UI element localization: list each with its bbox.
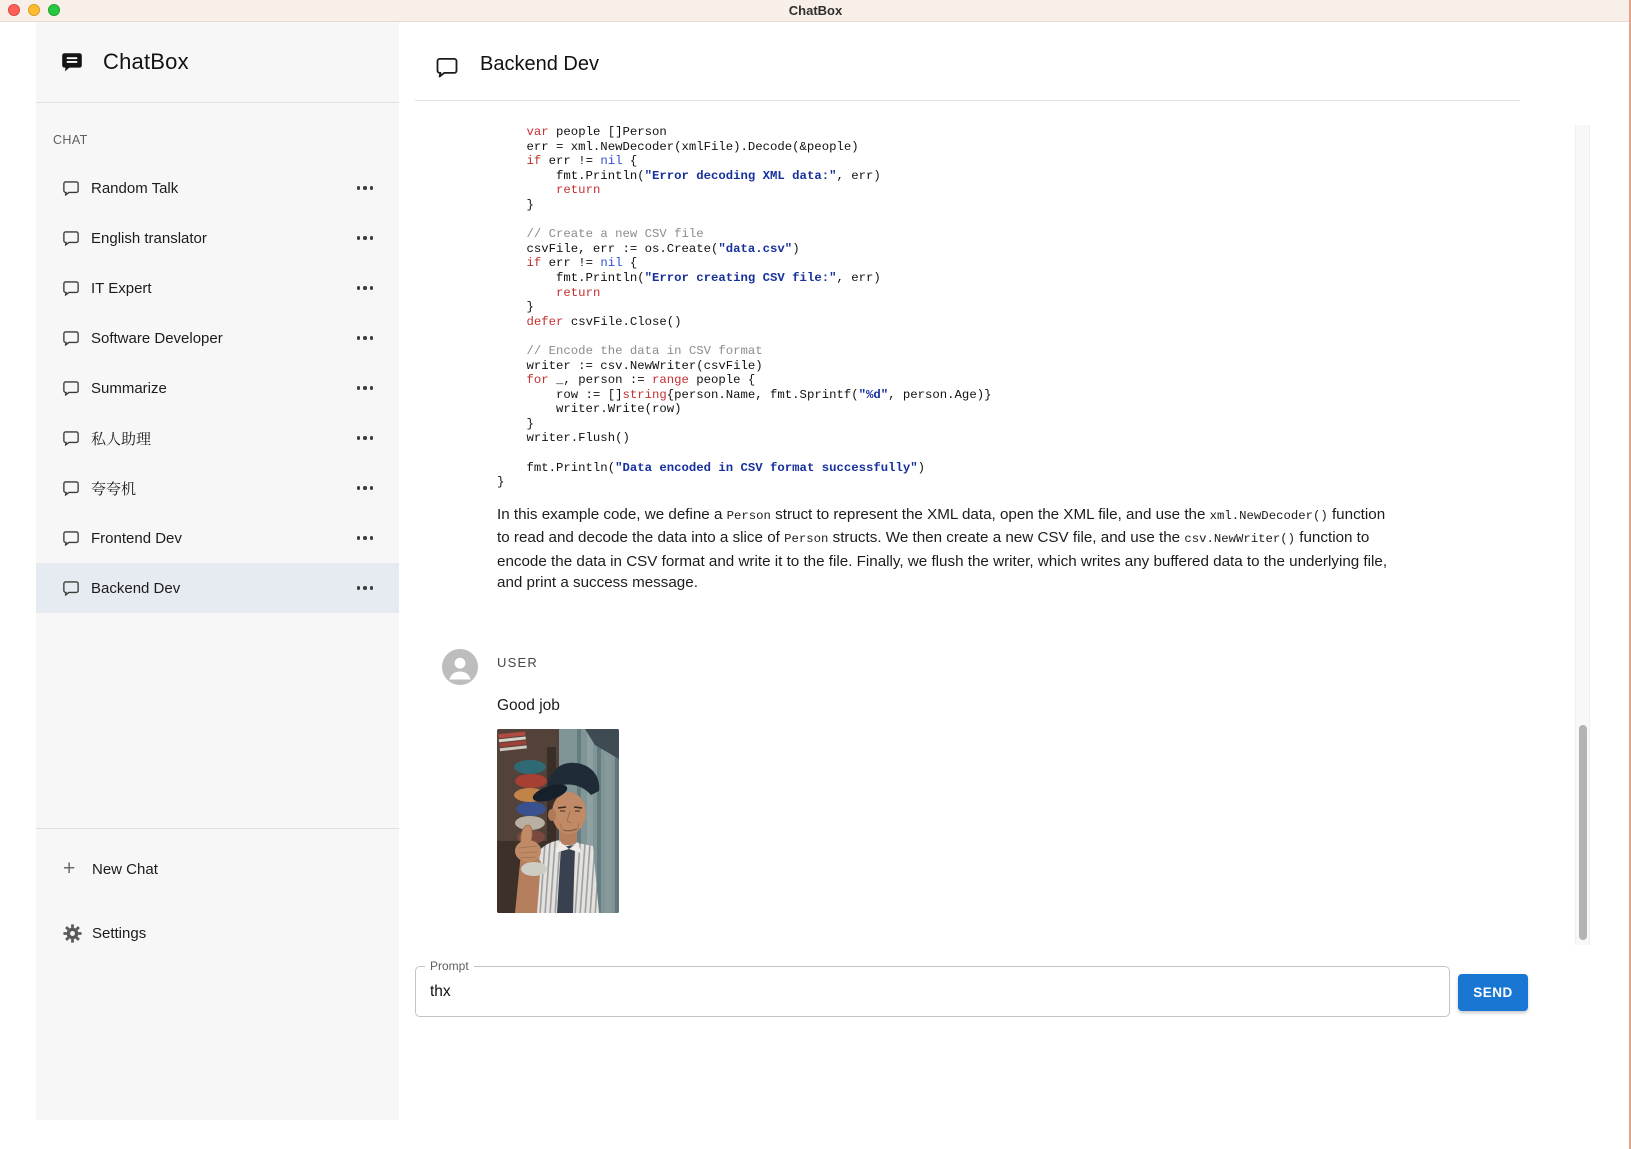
ellipsis-icon[interactable] xyxy=(355,280,376,296)
chat-item-label: Software Developer xyxy=(91,329,223,347)
chatbox-logo-icon xyxy=(60,50,84,74)
ellipsis-icon[interactable] xyxy=(355,580,376,596)
code-block xyxy=(497,125,1402,490)
assistant-paragraph xyxy=(497,504,1395,594)
inline-code: Person xyxy=(784,532,829,547)
paragraph-text: In this example code, we define a xyxy=(497,505,727,523)
sidebar-item-it-expert[interactable] xyxy=(36,263,399,313)
gear-icon xyxy=(63,924,82,943)
code-line: if err != nil { xyxy=(526,256,638,271)
app-name: ChatBox xyxy=(103,49,189,74)
settings-button[interactable] xyxy=(36,901,399,965)
new-chat-button[interactable] xyxy=(36,837,399,901)
assistant-message xyxy=(497,123,1402,594)
close-window-button[interactable] xyxy=(8,4,20,16)
sidebar-item-backend-dev[interactable] xyxy=(36,563,399,613)
sidebar-bottom xyxy=(36,828,399,1120)
code-line: for _, person := range people { xyxy=(526,373,756,388)
sidebar-item-frontend-dev[interactable] xyxy=(36,513,399,563)
inline-code: Person xyxy=(726,508,771,523)
settings-label: Settings xyxy=(92,924,147,942)
chat-item-label: 夸夸机 xyxy=(91,480,137,498)
paragraph-text: struct to represent the XML data, open the XML file, and use the xyxy=(770,505,1210,523)
header-divider xyxy=(415,100,1520,101)
ellipsis-icon[interactable] xyxy=(355,530,376,546)
chat-item-label: IT Expert xyxy=(91,279,152,297)
window-title: ChatBox xyxy=(788,3,843,18)
paragraph-text: structs. We then create a new CSV file, and use the xyxy=(828,529,1185,547)
sidebar-item-software-developer[interactable] xyxy=(36,313,399,363)
chat-bubble-icon xyxy=(62,179,80,197)
code-line: defer csvFile.Close() xyxy=(526,314,682,329)
code-line: fmt.Println("Data encoded in CSV format successfully") xyxy=(497,460,926,475)
code-line: return xyxy=(556,183,601,198)
code-line: return xyxy=(556,285,601,300)
ellipsis-icon[interactable] xyxy=(355,230,376,246)
code-line: err = xml.NewDecoder(xmlFile).Decode(&people) xyxy=(497,139,859,154)
user-message-content xyxy=(497,649,619,913)
code-line: csvFile, err := os.Create("data.csv") xyxy=(497,241,800,256)
send-button[interactable]: SEND xyxy=(1458,974,1528,1011)
sidebar-item-私人助理[interactable] xyxy=(36,413,399,463)
chat-section-label: CHAT xyxy=(53,133,88,147)
code-line xyxy=(497,329,1402,344)
chat-item-label: Summarize xyxy=(91,379,167,397)
sidebar-item-random-talk[interactable] xyxy=(36,163,399,213)
code-line xyxy=(497,213,1402,228)
code-line: } xyxy=(497,416,534,431)
code-line: fmt.Println("Error decoding XML data:", err) xyxy=(497,168,881,183)
code-line: row := []string{person.Name, fmt.Sprintf("%d", person.Age)} xyxy=(497,387,992,402)
code-line: if err != nil { xyxy=(526,154,638,169)
sidebar-item-summarize[interactable] xyxy=(36,363,399,413)
chat-bubble-icon xyxy=(62,429,80,447)
code-line: } xyxy=(497,300,534,315)
prompt-field[interactable] xyxy=(415,959,1450,1017)
paragraph-text: function to encode the data in CSV format and write it to the file. Finally, we flush the writer, which writes any buffered data to the underlying file, and print a success message. xyxy=(497,529,1388,592)
traffic-lights xyxy=(8,4,60,16)
user-avatar xyxy=(442,649,478,685)
code-line: } xyxy=(497,475,505,490)
inline-code: xml.NewDecoder() xyxy=(1209,508,1328,523)
chat-item-label: Random Talk xyxy=(91,179,179,197)
paragraph-text: function to read and decode the data into a slice of xyxy=(497,505,1386,547)
code-line: var people []Person xyxy=(526,125,667,139)
chat-list xyxy=(36,163,399,613)
code-line: fmt.Println("Error creating CSV file:", err) xyxy=(497,270,881,285)
left-gutter xyxy=(0,22,36,1148)
user-role-label: USER xyxy=(497,655,538,670)
new-chat-label: New Chat xyxy=(92,860,158,878)
inline-code: csv.NewWriter() xyxy=(1184,532,1296,547)
fullscreen-window-button[interactable] xyxy=(48,4,60,16)
chat-bubble-icon xyxy=(62,529,80,547)
prompt-label: Prompt xyxy=(425,959,474,973)
scrollbar-track[interactable] xyxy=(1575,125,1590,945)
chat-item-label: Frontend Dev xyxy=(91,529,182,547)
chat-bubble-icon xyxy=(62,329,80,347)
macos-titlebar xyxy=(0,0,1631,22)
main-panel xyxy=(399,22,1631,1148)
composer xyxy=(415,959,1528,1017)
sidebar-item-english-translator[interactable] xyxy=(36,213,399,263)
ellipsis-icon[interactable] xyxy=(355,480,376,496)
user-message xyxy=(442,649,619,913)
chat-bubble-icon xyxy=(435,55,459,79)
sidebar-spacer xyxy=(36,613,399,828)
sidebar xyxy=(36,22,399,1120)
plus-icon: + xyxy=(63,857,76,880)
prompt-input[interactable] xyxy=(416,967,1449,1016)
app-logo xyxy=(36,22,399,103)
conversation-title: Backend Dev xyxy=(480,53,599,75)
chat-bubble-icon xyxy=(62,229,80,247)
chat-item-label: English translator xyxy=(91,229,207,247)
chat-item-label: Backend Dev xyxy=(91,579,181,597)
code-line: // Encode the data in CSV format xyxy=(526,343,763,358)
user-message-text: Good job xyxy=(497,697,560,714)
chat-bubble-icon xyxy=(62,279,80,297)
ellipsis-icon[interactable] xyxy=(355,380,376,396)
chat-bubble-icon xyxy=(62,379,80,397)
code-line: writer.Write(row) xyxy=(497,402,682,417)
code-line: } xyxy=(497,197,534,212)
sidebar-item-夸夸机[interactable] xyxy=(36,463,399,513)
chat-item-label: 私人助理 xyxy=(91,430,152,448)
scrollbar-thumb[interactable] xyxy=(1579,725,1587,940)
ellipsis-icon[interactable] xyxy=(355,430,376,446)
code-line xyxy=(497,446,1402,461)
chat-bubble-icon xyxy=(62,479,80,497)
minimize-window-button[interactable] xyxy=(28,4,40,16)
ellipsis-icon[interactable] xyxy=(355,330,376,346)
code-line: // Create a new CSV file xyxy=(526,227,704,242)
code-line: writer.Flush() xyxy=(497,431,630,446)
ellipsis-icon[interactable] xyxy=(355,180,376,196)
code-line: writer := csv.NewWriter(csvFile) xyxy=(497,358,763,373)
chat-bubble-icon xyxy=(62,579,80,597)
attached-photo[interactable] xyxy=(497,729,619,913)
